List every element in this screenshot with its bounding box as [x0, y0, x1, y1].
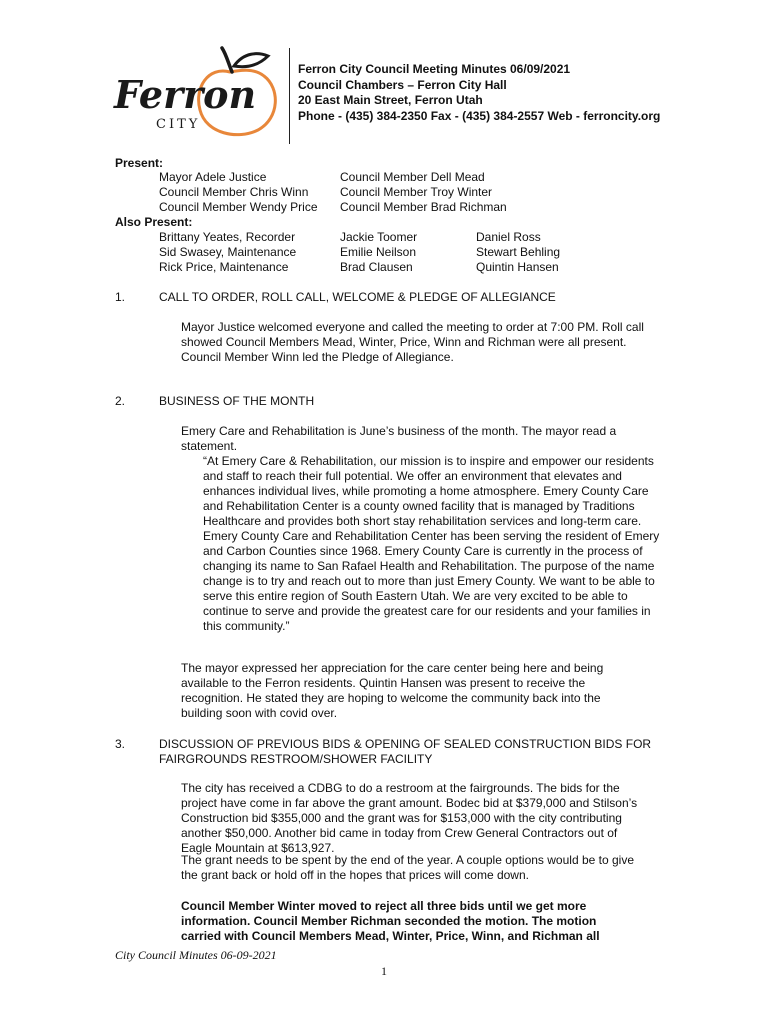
- meeting-location: Council Chambers – Ferron City Hall: [298, 77, 507, 92]
- also-present-col-1: [159, 230, 296, 275]
- attendee: Daniel Ross: [476, 230, 541, 244]
- present-col-1: [159, 170, 318, 215]
- item-paragraph: Mayor Justice welcomed everyone and called the meeting to order at 7:00 PM. Roll call showed Council Members Mead, Winter, Price, Winn and Richman were all present. Council Member Winn led the Pledge of Allegiance.: [181, 320, 644, 364]
- page-footer: City Council Minutes 06-09-2021: [115, 948, 277, 962]
- attendee: Mayor Adele Justice: [159, 170, 267, 184]
- attendee: Rick Price, Maintenance: [159, 260, 289, 274]
- attendee: Emilie Neilson: [340, 245, 417, 259]
- meeting-address: 20 East Main Street, Ferron Utah: [298, 93, 483, 107]
- item-paragraph: The mayor expressed her appreciation for the care center being here and being available to the Ferron residents. Quintin Hansen was present to receive the recognition. He stated they are hoping to welcome the community back into the building soon with covid over.: [181, 661, 604, 720]
- meeting-contact: Phone - (435) 384-2350 Fax - (435) 384-2557 Web - ferroncity.org: [298, 108, 661, 123]
- header-block: [298, 62, 660, 124]
- also-present-label: Also Present:: [115, 215, 193, 229]
- item-quote: “At Emery Care & Rehabilitation, our mission is to inspire and empower our residents and staff to reach their full potential. We offer an environment that elevates and enhances individual lives, while promoting a home atmosphere. Emery County Care and Rehabilitation Center is a county owned facility that is managed by Traditions Healthcare and provides both short stay rehabilitation services and long-term care. Emery County Care and Rehabilitation Center has been serving the resident of Emery and Carbon Counties since 1968. Emery County Care is currently in the process of changing its name to San Rafael Health and Rehabilitation. The purpose of the name change is to try and reach out to more than just Emery County. We want to be able to serve this entire region of South Eastern Utah. We are very excited to be able to continue to serve and provide the greatest care for our residents and your families in this community.”: [203, 454, 660, 633]
- attendee: Council Member Chris Winn: [159, 185, 309, 199]
- attendee: Brittany Yeates, Recorder: [159, 230, 296, 244]
- item-paragraph: The city has received a CDBG to do a restroom at the fairgrounds. The bids for the project have come in far above the grant amount. Bodec bid at $379,000 and Stilson’s Construction bid $355,000 and the grant was for $153,000 with the city contributing another $50,000. Another bid came in today from Crew General Contractors out of Eagle Mountain at $613,927.: [181, 781, 638, 855]
- attendee: Stewart Behling: [476, 245, 561, 259]
- ferron-city-logo: [112, 44, 284, 144]
- present-label: Present:: [115, 156, 164, 170]
- item-number: 2.: [115, 394, 126, 408]
- attendee: Jackie Toomer: [340, 230, 418, 244]
- item-title: BUSINESS OF THE MONTH: [159, 394, 315, 408]
- item-paragraph-2: The grant needs to be spent by the end of the year. A couple options would be to give the grant back or hold off in the hopes that prices will come down.: [181, 853, 634, 882]
- meeting-title: Ferron City Council Meeting Minutes 06/09/2021: [298, 62, 571, 76]
- item-number: 3.: [115, 737, 126, 751]
- item-intro: Emery Care and Rehabilitation is June’s business of the month. The mayor read a statement.: [181, 424, 617, 453]
- attendee: Council Member Wendy Price: [159, 200, 318, 214]
- item-title: DISCUSSION OF PREVIOUS BIDS & OPENING OF SEALED CONSTRUCTION BIDS FOR FAIRGROUNDS RESTROOM/SHOWER FACILITY: [159, 737, 652, 766]
- attendee: Council Member Troy Winter: [340, 185, 493, 199]
- item-title: CALL TO ORDER, ROLL CALL, WELCOME & PLEDGE OF ALLEGIANCE: [159, 290, 556, 304]
- motion-text: Council Member Winter moved to reject all three bids until we get more information. Council Member Richman seconded the motion. The motion carried with Council Members Mead, Winter, Price, Winn, and Richman all: [181, 899, 600, 943]
- attendee: Brad Clausen: [340, 260, 413, 274]
- also-present-col-2: [340, 230, 417, 275]
- item-number: 1.: [115, 290, 126, 304]
- attendee: Council Member Dell Mead: [340, 170, 485, 184]
- present-col-2: [340, 170, 507, 215]
- attendee: Council Member Brad Richman: [340, 200, 507, 214]
- attendee: Quintin Hansen: [476, 260, 559, 274]
- page-number: 1: [381, 964, 387, 978]
- attendee: Sid Swasey, Maintenance: [159, 245, 297, 259]
- also-present-col-3: [476, 230, 560, 275]
- logo-wordmark: Ferron: [114, 72, 257, 117]
- header-divider: [289, 48, 290, 144]
- logo-subtitle: CITY: [156, 117, 201, 132]
